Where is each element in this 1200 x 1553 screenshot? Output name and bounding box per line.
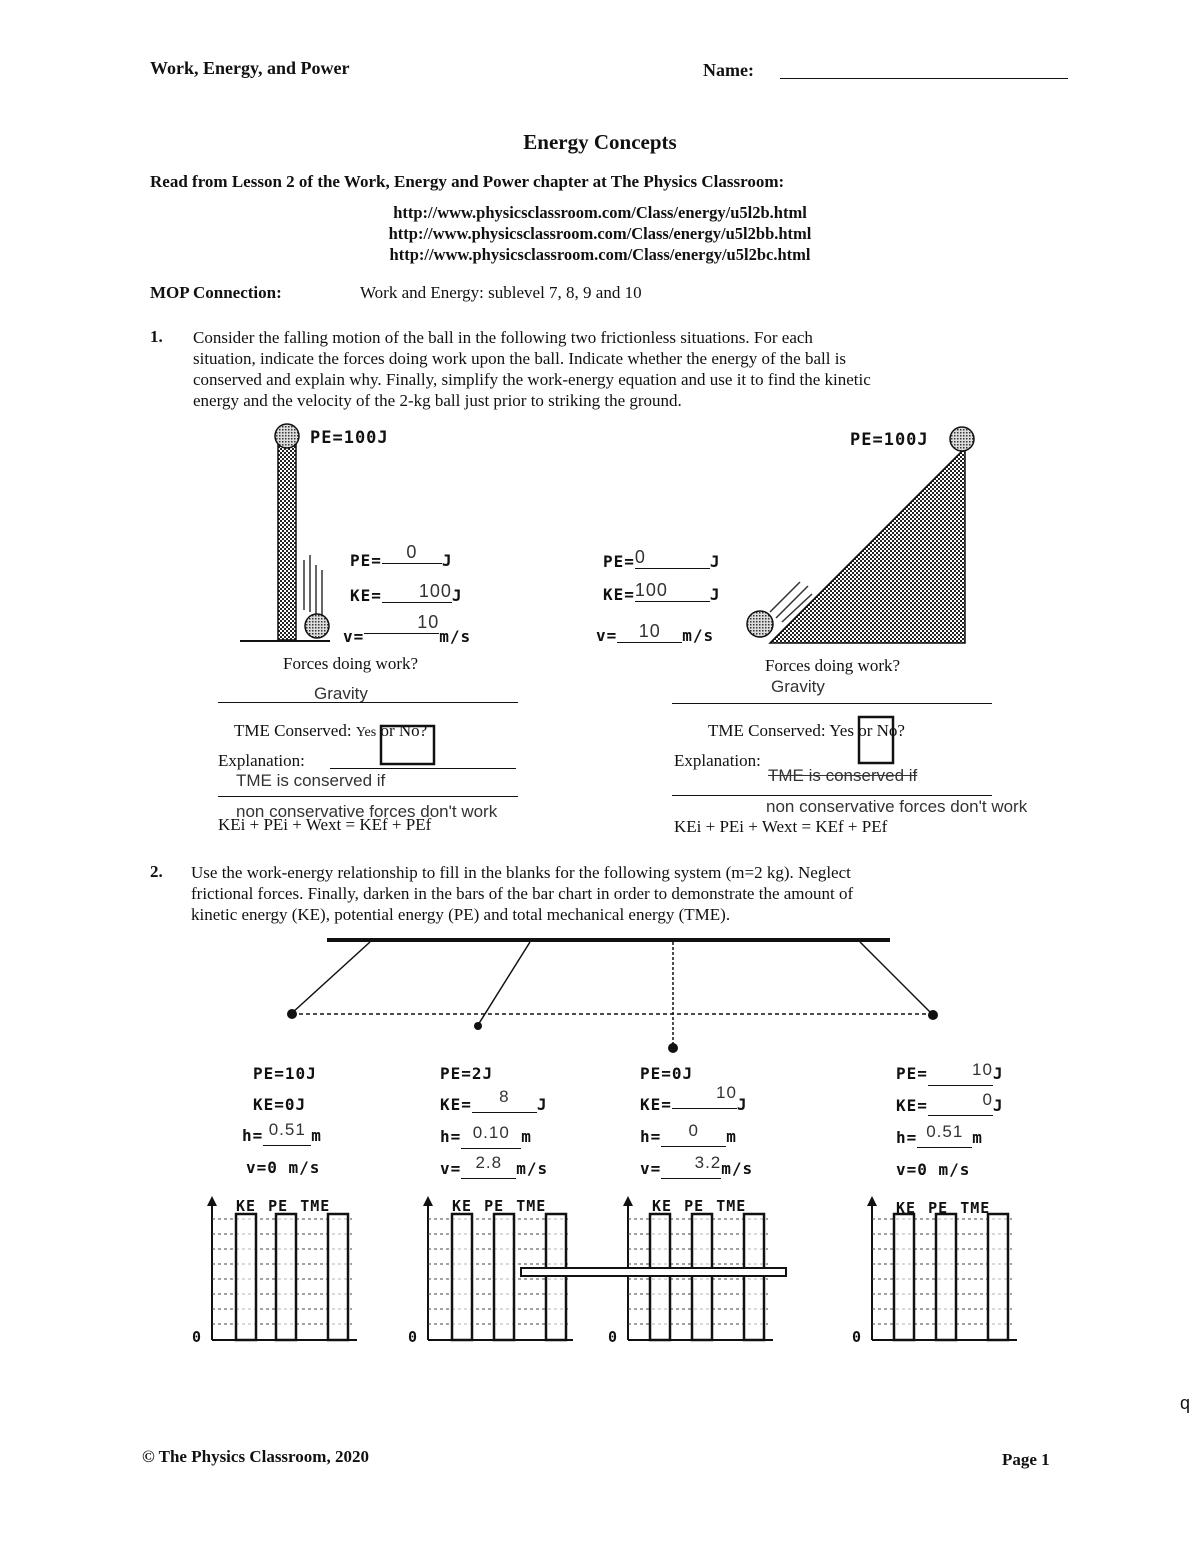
pos2-v: v= 2.8 m/s [440, 1153, 548, 1185]
left-pe-answer[interactable]: 0 [382, 542, 442, 564]
pos3-h: h= 0 m [640, 1121, 753, 1153]
right-ramp [770, 448, 965, 643]
string-1 [292, 942, 370, 1013]
right-explanation-line2 [672, 795, 992, 796]
pos3-v: v= 3.2m/s [640, 1153, 753, 1185]
left-explanation-label: Explanation: [218, 751, 305, 770]
chart1-bar-tme[interactable] [328, 1214, 348, 1340]
chart3-labels: KE PE TME [652, 1197, 747, 1215]
right-ke-row: KE=100 J [603, 580, 721, 604]
chart4-bar-tme[interactable] [988, 1214, 1008, 1340]
string-2 [478, 942, 530, 1025]
right-v-answer[interactable]: 10 [617, 621, 682, 643]
left-forces-label: Forces doing work? [283, 654, 419, 673]
bob-2 [474, 1022, 482, 1030]
right-tme-yes[interactable]: Yes [829, 721, 854, 740]
pos2-h-answer[interactable]: 0.10 [461, 1117, 521, 1149]
bob-1 [287, 1009, 297, 1019]
bob-3 [668, 1043, 678, 1053]
position-4-values [896, 1058, 1004, 1185]
pos2-ke: KE= 8 J [440, 1089, 548, 1121]
string-4 [860, 942, 933, 1015]
page-title: Energy Concepts [523, 130, 677, 154]
pos2-v-answer[interactable]: 2.8 [461, 1147, 516, 1179]
name-label: Name: [703, 60, 754, 80]
position-1-values [242, 1058, 322, 1183]
pos4-ke-answer[interactable]: 0 [928, 1084, 993, 1116]
pos4-pe: PE= 10J [896, 1058, 1004, 1090]
chart2-axis-arrow [423, 1196, 433, 1206]
pos4-h: h= 0.51 m [896, 1122, 1004, 1154]
pos3-pe: PE=0J [640, 1064, 694, 1083]
pos4-h-answer[interactable]: 0.51 [917, 1116, 972, 1148]
left-ball-bottom [305, 614, 329, 638]
left-explanation-line1 [330, 768, 516, 769]
position-2-values [440, 1058, 548, 1185]
pos1-h-answer[interactable]: 0.51 [263, 1114, 311, 1146]
chart2-bar-ke[interactable] [452, 1214, 472, 1340]
pos1-ke: KE=0J [253, 1095, 307, 1114]
left-ball-top [275, 424, 299, 448]
mop-label: MOP Connection: [150, 283, 282, 302]
right-forces-label: Forces doing work? [765, 656, 901, 675]
pos3-ke-answer[interactable]: 10 [672, 1077, 737, 1109]
bob-4 [928, 1010, 938, 1020]
reading-intro: Read from Lesson 2 of the Work, Energy and Power chapter at The Physics Classroom: [150, 172, 785, 191]
margin-mark: q [1180, 1393, 1191, 1413]
pos2-h: h= 0.10 m [440, 1121, 548, 1153]
copyright: © The Physics Classroom, 2020 [142, 1447, 369, 1466]
left-forces-line [218, 702, 518, 703]
left-equation: KEi + PEi + Wext = KEf + PEf [218, 815, 432, 834]
right-explanation-answer2[interactable]: non conservative forces don't work [766, 797, 1028, 816]
chart4-bar-ke[interactable] [894, 1214, 914, 1340]
right-v-row: v= 10 m/s [596, 621, 715, 645]
right-ke-answer[interactable]: 100 [635, 580, 710, 602]
course-title: Work, Energy, and Power [150, 58, 350, 78]
chart2-labels: KE PE TME [452, 1197, 547, 1215]
pos4-pe-answer[interactable]: 10 [928, 1054, 993, 1086]
right-tme-row: TME Conserved: Yes or No? [708, 721, 905, 740]
position-3-values [640, 1058, 753, 1185]
link-3[interactable]: http://www.physicsclassroom.com/Class/energy/u5l2bc.html [389, 245, 811, 264]
pos1-h: h= 0.51 m [242, 1120, 322, 1152]
bar-charts [207, 1196, 1017, 1340]
left-v-row: v=10m/s [343, 612, 472, 646]
q2-text: Use the work-energy relationship to fill in the blanks for the following system (m=2 kg). Neglect frictional forces. Finally, darken in the bars of the bar chart in order to demonstrate the amount of kinetic energy (KE), potential energy (PE) and total mechanical energy (TME). [191, 863, 854, 924]
left-explanation-answer1[interactable]: TME is conserved if [236, 771, 386, 790]
right-explanation-answer1[interactable]: TME is conserved if [768, 766, 918, 785]
left-tme-row: TME Conserved: Yes or No? [234, 721, 428, 740]
pos2-ke-answer[interactable]: 8 [472, 1081, 537, 1113]
chart1-bar-pe[interactable] [276, 1214, 296, 1340]
pos4-ke: KE= 0J [896, 1090, 1004, 1122]
chart4-labels: KE PE TME [896, 1199, 991, 1217]
left-tme-yes[interactable]: Yes [355, 725, 377, 740]
right-forces-answer[interactable]: Gravity [771, 677, 825, 696]
pos3-ke: KE=10J [640, 1089, 753, 1121]
q1-text: Consider the falling motion of the ball in the following two frictionless situations. For each situation, indicate the forces doing work upon the ball. Indicate whether the energy of the ball is conserved and explain why. Finally, simplify the work-energy equation and use it to find the kinetic energy and the velocity of the 2-kg ball just prior to striking the ground. [193, 328, 871, 410]
q1-number: 1. [150, 327, 163, 346]
chart2-zero: 0 [408, 1328, 419, 1346]
left-pe-row: PE= 0 J [350, 542, 453, 570]
chart1-bar-ke[interactable] [236, 1214, 256, 1340]
q2-number: 2. [150, 862, 163, 881]
link-2[interactable]: http://www.physicsclassroom.com/Class/energy/u5l2bb.html [388, 224, 812, 243]
left-ke-answer[interactable]: 100 [382, 581, 452, 603]
pos4-v: v=0 m/s [896, 1160, 971, 1179]
pos3-v-answer[interactable]: 3.2 [661, 1147, 721, 1179]
left-ke-row: KE= 100J [350, 581, 463, 605]
left-explanation-answer2[interactable]: non conservative forces don't work [236, 802, 498, 821]
chart2-bar-pe[interactable] [494, 1214, 514, 1340]
chart1-labels: KE PE TME [236, 1197, 331, 1215]
chart1-zero: 0 [192, 1328, 203, 1346]
page-number: Page 1 [1002, 1450, 1050, 1469]
chart4-bar-pe[interactable] [936, 1214, 956, 1340]
right-explanation-label: Explanation: [674, 751, 761, 770]
left-tme-no[interactable]: No? [398, 721, 428, 740]
chart4-axis-arrow [867, 1196, 877, 1206]
mop-text: Work and Energy: sublevel 7, 8, 9 and 10 [360, 283, 642, 302]
left-v-answer[interactable]: 10 [364, 612, 439, 634]
left-motion-lines [304, 555, 322, 615]
right-top-pe: PE=100J [850, 430, 929, 450]
right-pe-answer[interactable]: 0 [635, 547, 710, 569]
pos1-pe: PE=10J [253, 1064, 317, 1083]
pos2-pe: PE=2J [440, 1064, 494, 1083]
chart4-zero: 0 [852, 1328, 863, 1346]
left-top-pe: PE=100J [310, 428, 389, 448]
pos1-v: v=0 m/s [246, 1158, 321, 1177]
link-1[interactable]: http://www.physicsclassroom.com/Class/energy/u5l2b.html [393, 203, 807, 222]
right-tme-no[interactable]: No? [876, 721, 905, 740]
right-forces-line [672, 703, 992, 704]
chart3-axis-arrow [623, 1196, 633, 1206]
left-forces-answer[interactable]: Gravity [314, 684, 368, 703]
chart1-axis-arrow [207, 1196, 217, 1206]
cross-bar-mark [521, 1268, 786, 1276]
chart3-zero: 0 [608, 1328, 619, 1346]
left-explanation-line2 [218, 796, 518, 797]
right-ball-bottom [747, 611, 773, 637]
right-equation: KEi + PEi + Wext = KEf + PEf [674, 817, 888, 836]
right-ball-top [950, 427, 974, 451]
right-pe-row: PE=0 J [603, 547, 721, 571]
pos3-h-answer[interactable]: 0 [661, 1115, 726, 1147]
